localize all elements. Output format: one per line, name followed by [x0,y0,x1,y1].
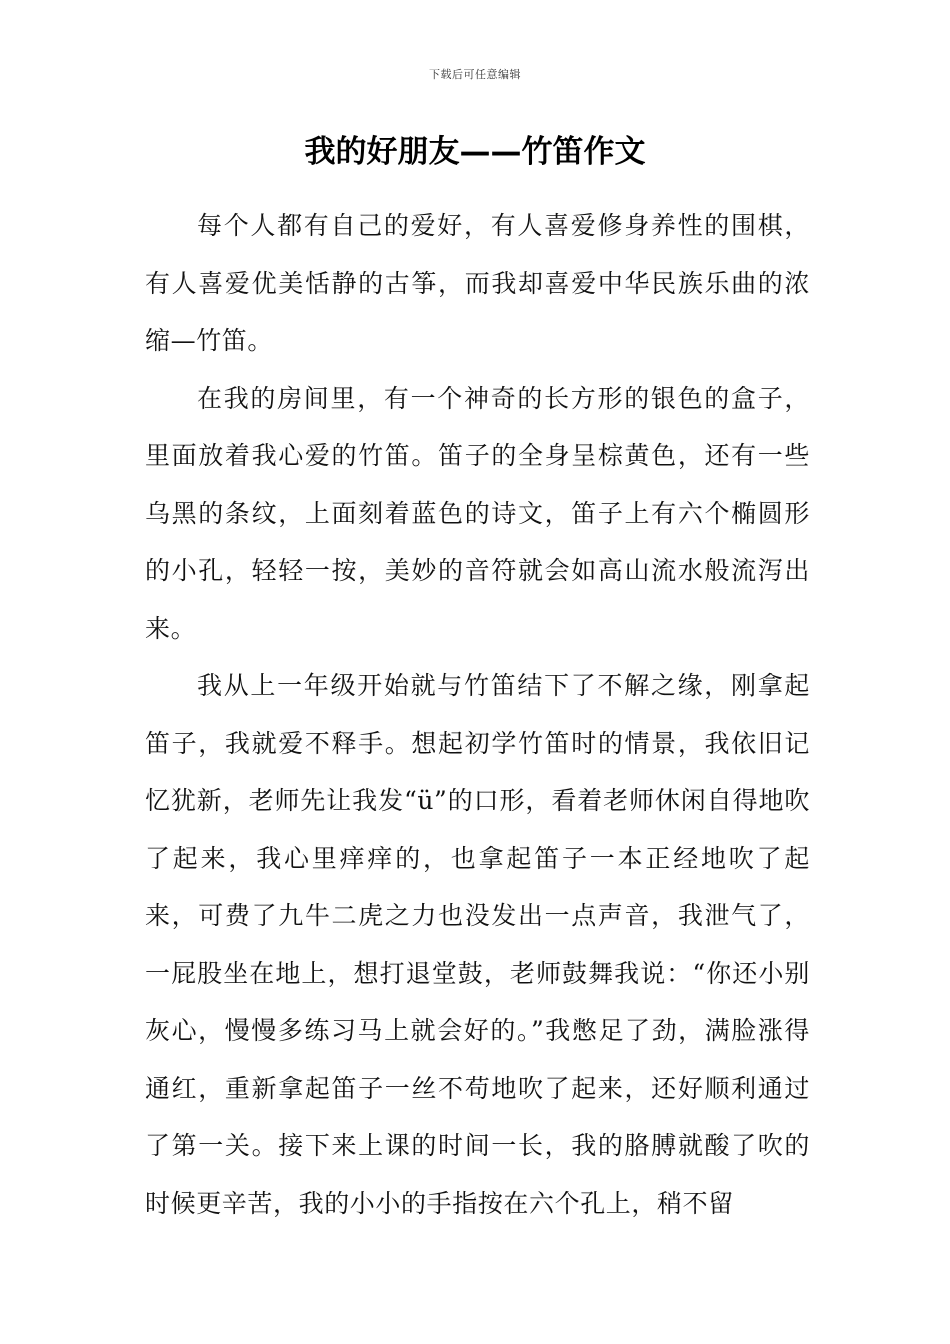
essay-body [145,197,810,1232]
document-title: 我的好朋友——竹笛作文 [304,134,646,170]
paragraph-3: 我从上一年级开始就与竹笛结下了不解之缘，刚拿起笛子，我就爱不释手。想起初学竹笛时的情景，我依旧记忆犹新，老师先让我发“ü”的口形，看着老师休闲自得地吹了起来，我心里痒痒的，也拿起笛子一本正经地吹了起来，可费了九牛二虎之力也没发出一点声音，我泄气了，一屁股坐在地上，想打退堂鼓，老师鼓舞我说：“你还小别灰心，慢慢多练习马上就会好的。”我憋足了劲，满脸涨得通红，重新拿起笛子一丝不苟地吹了起来，还好顺利通过了第一关。接下来上课的时间一长，我的胳膊就酸了吹的时候更辛苦，我的小小的手指按在六个孔上，稍不留 [145,671,810,1218]
paragraph-2: 在我的房间里，有一个神奇的长方形的银色的盒子，里面放着我心爱的竹笛。笛子的全身呈棕黄色，还有一些乌黑的条纹，上面刻着蓝色的诗文，笛子上有六个椭圆形的小孔，轻轻一按，美妙的音符就会如高山流水般流泻出来。 [145,383,810,643]
paragraph-1: 每个人都有自己的爱好，有人喜爱修身养性的围棋，有人喜爱优美恬静的古筝，而我却喜爱中华民族乐曲的浓缩—竹笛。 [145,211,810,355]
header-note: 下载后可任意编辑 [429,68,521,81]
